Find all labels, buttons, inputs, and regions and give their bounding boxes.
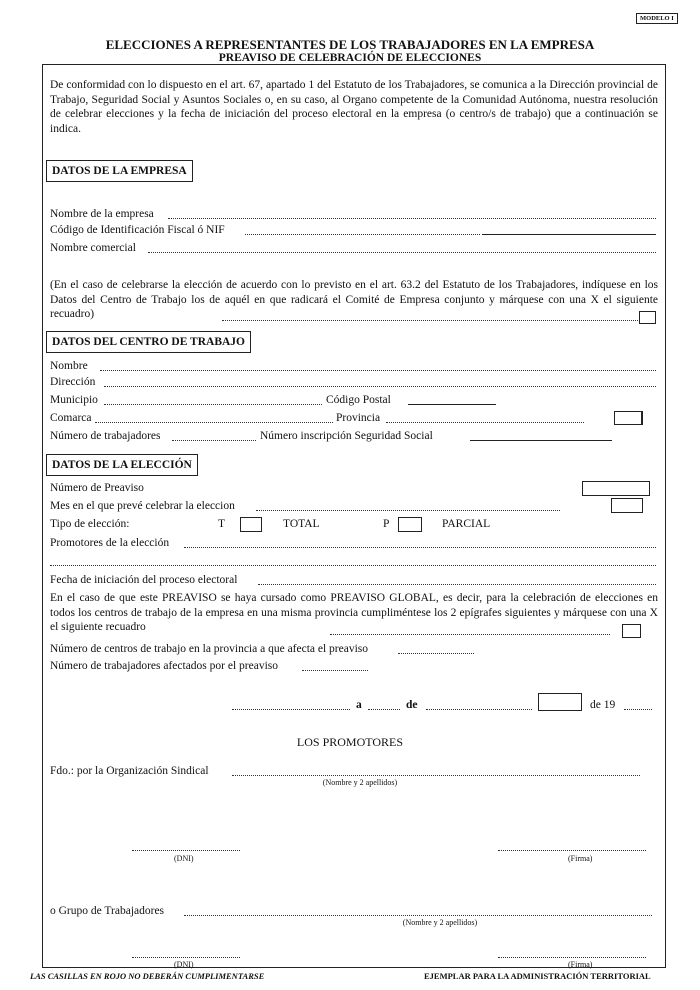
label-t: T [218,518,226,530]
section-empresa: DATOS DE LA EMPRESA [46,160,193,182]
box-numero-preaviso[interactable] [582,481,650,496]
field-num-trabajadores[interactable] [172,440,256,441]
label-num-afectados: Número de trabajadores afectados por el preaviso [50,660,278,672]
checkbox-parcial[interactable] [398,517,422,532]
form-frame [42,64,666,968]
field-municipio[interactable] [104,404,322,405]
box-fecha-mes[interactable] [538,693,582,711]
field-num-centros[interactable] [398,653,474,654]
label-a: a [356,699,362,711]
field-cif[interactable] [245,234,480,235]
field-mes-eleccion[interactable] [256,510,560,511]
caption-nombre-apellidos-2: (Nombre y 2 apellidos) [402,918,478,927]
field-centro-nombre[interactable] [100,370,656,371]
label-p: P [383,518,390,530]
caption-dni-1: (DNI) [174,854,194,863]
label-grupo-trabajadores: o Grupo de Trabajadores [50,905,165,917]
note-comite-conjunto: (En el caso de celebrarse la elección de acuerdo con lo previsto en el art. 63.2 del Estatuto de los Trabajadores, indíquese en los Datos del Centro de Trabajo los de aquél en que radicará el Comité de Empresa conjunto y márquese con una X el siguiente recuadro) [50,279,658,320]
label-fecha-inicio: Fecha de iniciación del proceso electoral [50,574,238,586]
field-organizacion-sindical[interactable] [232,775,640,776]
label-cif: Código de Identificación Fiscal ó NIF [50,224,225,236]
field-direccion[interactable] [104,386,656,387]
note-global-dots [330,634,610,635]
checkbox-comite-conjunto[interactable] [639,311,656,324]
field-nombre-comercial[interactable] [148,252,656,253]
label-codigo-postal: Código Postal [326,394,391,406]
box-mes-eleccion[interactable] [611,498,643,513]
label-tipo-eleccion: Tipo de elección: [50,518,130,530]
label-total: TOTAL [283,518,320,530]
label-centro-nombre: Nombre [50,360,88,372]
field-num-seguridad-social[interactable] [470,440,612,441]
field-grupo-trabajadores[interactable] [184,915,652,916]
field-provincia[interactable] [386,422,584,423]
page-subtitle: PREAVISO DE CELEBRACIÓN DE ELECCIONES [218,52,482,64]
checkbox-preaviso-global[interactable] [622,624,641,638]
field-fecha-inicio[interactable] [258,584,656,585]
section-centro: DATOS DEL CENTRO DE TRABAJO [46,331,251,353]
field-firma-1[interactable] [498,850,646,851]
label-direccion: Dirección [50,376,96,388]
promotores-heading: LOS PROMOTORES [296,735,404,749]
field-promotores-2[interactable] [50,565,656,566]
field-num-afectados[interactable] [302,670,368,671]
label-municipio: Municipio [50,394,98,406]
box-provincia-code[interactable] [614,411,643,425]
label-nombre-comercial: Nombre comercial [50,242,136,254]
caption-firma-2: (Firma) [568,960,593,969]
field-codigo-postal[interactable] [408,404,496,405]
caption-firma-1: (Firma) [568,854,593,863]
footer-note-right: EJEMPLAR PARA LA ADMINISTRACIÓN TERRITORIAL [424,971,651,981]
field-cif-box[interactable] [482,234,656,235]
footer-note-left: LAS CASILLAS EN ROJO NO DEBERÁN CUMPLIMENTARSE [30,971,265,981]
field-nombre-empresa[interactable] [168,218,656,219]
field-dni-2[interactable] [132,957,240,958]
label-num-centros: Número de centros de trabajo en la provincia a que afecta el preaviso [50,643,369,655]
label-provincia: Provincia [336,412,381,424]
label-nombre-empresa: Nombre de la empresa [50,208,154,220]
caption-nombre-apellidos-1: (Nombre y 2 apellidos) [322,778,398,787]
checkbox-total[interactable] [240,517,262,532]
note-preaviso-global: En el caso de que este PREAVISO se haya cursado como PREAVISO GLOBAL, es decir, para la celebración de elecciones en todos los centros de trabajo de la empresa en una misma provincia cumpliméntese los 2 epígrafes siguientes y márquese con una X el siguiente recuadro [50,592,658,633]
note-dots [222,320,640,321]
field-lugar[interactable] [232,709,350,710]
field-mes[interactable] [426,709,532,710]
label-comarca: Comarca [50,412,92,424]
label-parcial: PARCIAL [442,518,491,530]
field-dni-1[interactable] [132,850,240,851]
field-anio[interactable] [624,709,652,710]
label-organizacion-sindical: Fdo.: por la Organización Sindical [50,765,209,777]
label-num-seguridad-social: Número inscripción Seguridad Social [260,430,433,442]
intro-paragraph: De conformidad con lo dispuesto en el art. 67, apartado 1 del Estatuto de los Trabajadores, se comunica a la Dirección provincial de Trabajo, Seguridad Social y Asuntos Sociales o, en su caso, al Organo competente de la Comunidad Autónoma, nuestra resolución de celebrar elecciones y la fecha de iniciación del proceso electoral en la empresa (o centro/s de trabajo) que a continuación se indica. [50,79,658,135]
label-mes-eleccion: Mes en el que prevé celebrar la eleccion [50,500,235,512]
field-promotores-1[interactable] [184,547,656,548]
label-promotores: Promotores de la elección [50,537,170,549]
page-title: ELECCIONES A REPRESENTANTES DE LOS TRABAJADORES EN LA EMPRESA [105,37,595,52]
label-numero-preaviso: Número de Preaviso [50,482,144,494]
field-comarca[interactable] [95,422,333,423]
field-dia[interactable] [368,709,400,710]
field-firma-2[interactable] [498,957,646,958]
caption-dni-2: (DNI) [174,960,194,969]
section-eleccion: DATOS DE LA ELECCIÓN [46,454,198,476]
label-num-trabajadores: Número de trabajadores [50,430,161,442]
label-de: de [406,699,418,711]
label-de-19: de 19 [590,699,616,711]
model-tag: MODELO I [636,13,678,24]
